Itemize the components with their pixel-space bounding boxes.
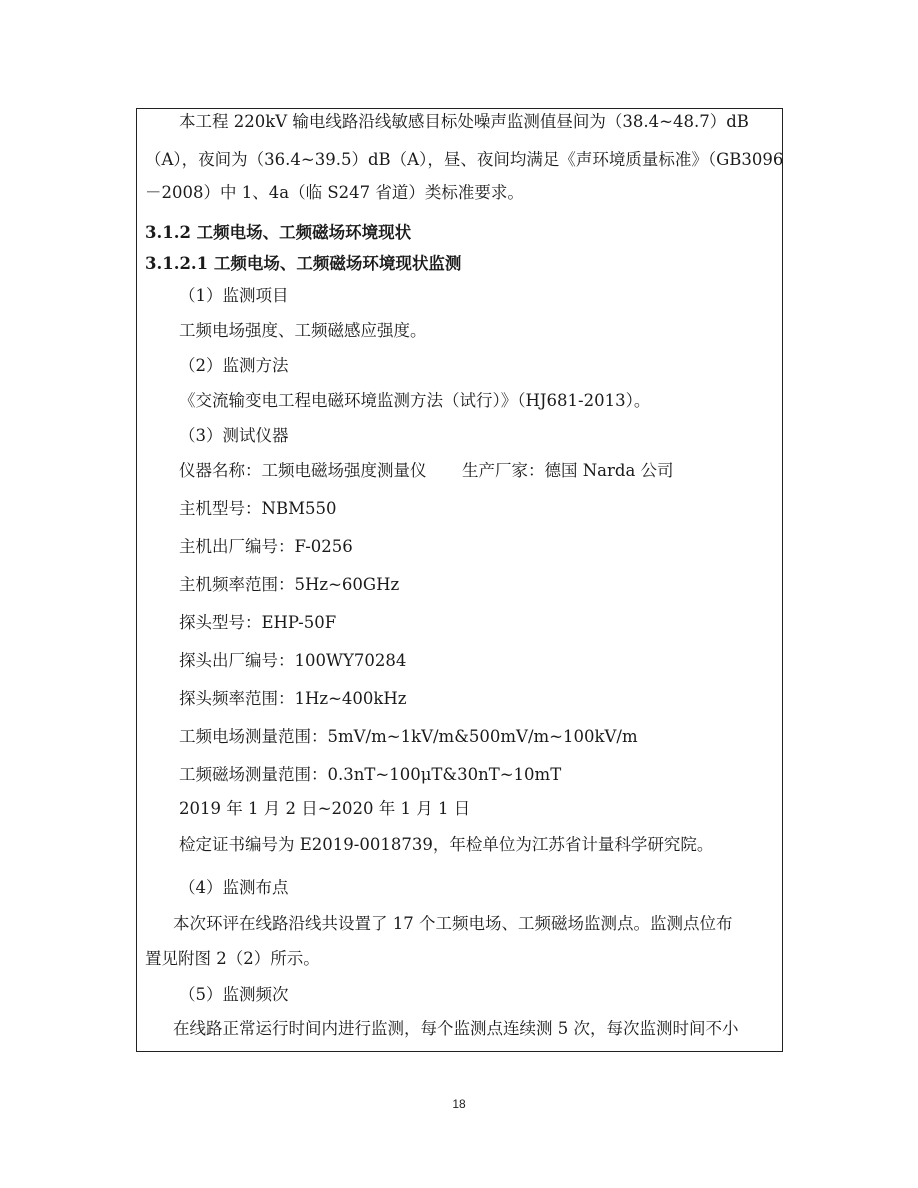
instrument-certificate: 检定证书编号为 E2019-0018739，年检单位为江苏省计量科学研究院。	[179, 835, 714, 854]
item-title: （3）测试仪器	[179, 426, 289, 445]
instrument-probe-serial: 探头出厂编号：100WY70284	[179, 651, 407, 670]
instrument-probe-model: 探头型号：EHP-50F	[179, 613, 337, 632]
paragraph-line: （A），夜间为（36.4~39.5）dB（A），昼、夜间均满足《声环境质量标准》（GB3096	[145, 150, 784, 169]
instrument-host-serial: 主机出厂编号：F-0256	[179, 537, 353, 556]
item-text: 置见附图 2（2）所示。	[145, 949, 320, 968]
instrument-probe-freq: 探头频率范围：1Hz~400kHz	[179, 689, 407, 708]
subsection-heading: 3.1.2.1 工频电场、工频磁场环境现状监测	[145, 254, 462, 273]
instrument-host-model: 主机型号：NBM550	[179, 499, 337, 518]
instrument-electric-range: 工频电场测量范围：5mV/m~1kV/m&500mV/m~100kV/m	[179, 727, 638, 746]
instrument-name: 仪器名称：工频电磁场强度测量仪	[179, 461, 427, 480]
item-title: （1）监测项目	[179, 286, 289, 305]
instrument-magnetic-range: 工频磁场测量范围：0.3nT~100μT&30nT~10mT	[179, 765, 562, 784]
instrument-manufacturer: 生产厂家：德国 Narda 公司	[462, 461, 674, 480]
paragraph-line: －2008）中 1、4a（临 S247 省道）类标准要求。	[145, 183, 524, 202]
item-text: 工频电场强度、工频磁感应强度。	[179, 321, 427, 340]
paragraph-line: 本工程 220kV 输电线路沿线敏感目标处噪声监测值昼间为（38.4~48.7）dB	[179, 112, 749, 131]
page-number: 18	[452, 1097, 466, 1111]
item-title: （4）监测布点	[179, 878, 289, 897]
item-title: （2）监测方法	[179, 356, 289, 375]
instrument-validity: 2019 年 1 月 2 日~2020 年 1 月 1 日	[179, 799, 471, 818]
item-text: 在线路正常运行时间内进行监测，每个监测点连续测 5 次，每次监测时间不小	[173, 1019, 739, 1038]
item-text: 本次环评在线路沿线共设置了 17 个工频电场、工频磁场监测点。监测点位布	[173, 914, 733, 933]
instrument-host-freq: 主机频率范围：5Hz~60GHz	[179, 575, 400, 594]
item-text: 《交流输变电工程电磁环境监测方法（试行）》（HJ681-2013）。	[179, 391, 651, 410]
item-title: （5）监测频次	[179, 985, 289, 1004]
section-heading: 3.1.2 工频电场、工频磁场环境现状	[145, 223, 412, 242]
content-frame	[136, 108, 783, 1052]
